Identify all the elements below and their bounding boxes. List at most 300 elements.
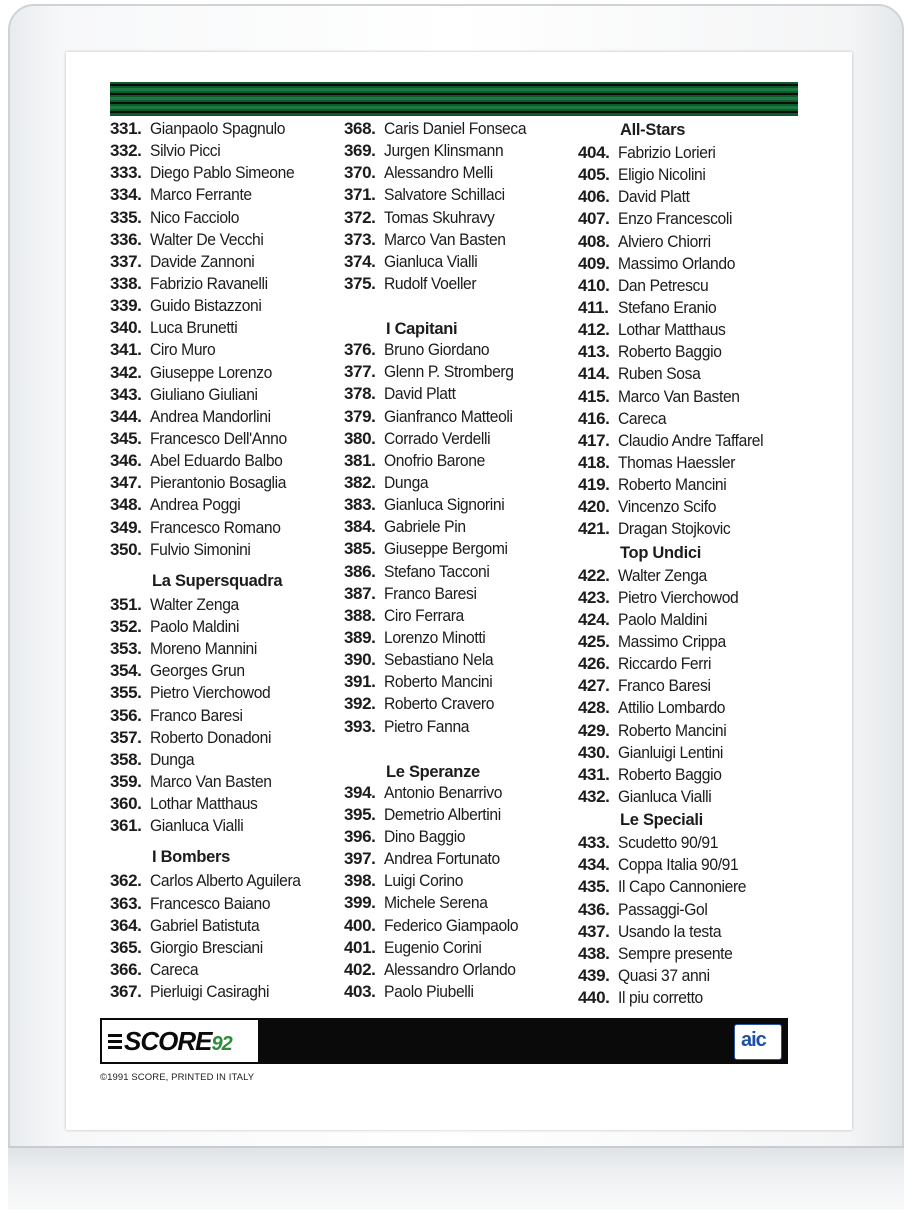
card-number: 368. (344, 119, 376, 138)
checklist-row (578, 496, 810, 518)
player-name: Roberto Donadoni (150, 727, 272, 747)
card-number: 350. (110, 539, 142, 559)
player-name: Roberto Baggio (618, 764, 722, 784)
checklist-row (110, 251, 342, 273)
player-name: Alessandro Melli (384, 163, 493, 183)
card-number: 428. (578, 698, 610, 718)
player-name: Alessandro Orlando (384, 959, 516, 979)
checklist-row (344, 693, 576, 715)
player-name: Fulvio Simonini (150, 539, 251, 559)
card-number: 376. (344, 340, 376, 360)
player-name: Fabrizio Ravanelli (150, 273, 268, 293)
checklist-row (110, 362, 342, 384)
checklist-row (110, 428, 342, 450)
player-name: Franco Baresi (384, 583, 477, 603)
player-name: Salvatore Schillaci (384, 185, 505, 205)
checklist-row (578, 474, 810, 496)
card-number: 403. (344, 981, 376, 1001)
card-number: 365. (110, 937, 142, 957)
player-name: Sebastiano Nela (384, 650, 494, 670)
player-name: Silvio Picci (150, 141, 221, 161)
player-name: Giuseppe Bergomi (384, 539, 508, 559)
player-name: Ciro Ferrara (384, 605, 464, 625)
card-number: 429. (578, 720, 610, 740)
card-number: 351. (110, 594, 142, 614)
card-number: 334. (110, 185, 142, 205)
card-number: 342. (110, 362, 142, 382)
card-number: 377. (344, 362, 376, 382)
checklist-row (110, 870, 342, 892)
checklist-row (344, 229, 576, 251)
checklist-row (110, 705, 342, 727)
card-number: 386. (344, 561, 376, 581)
checklist-row (110, 339, 342, 361)
player-name: Sempre presente (618, 943, 733, 963)
section-heading: La Supersquadra (152, 571, 283, 590)
card-number: 400. (344, 915, 376, 935)
checklist-row (578, 518, 810, 540)
checklist-row (578, 854, 810, 876)
card-number: 418. (578, 452, 610, 472)
checklist-row (344, 583, 576, 605)
card-number: 394. (344, 782, 376, 802)
player-name: Rudolf Voeller (384, 273, 477, 293)
player-name: Andrea Poggi (150, 495, 241, 515)
checklist-row (344, 848, 576, 870)
checklist-row (578, 297, 810, 319)
player-name: Gianfranco Matteoli (384, 406, 513, 426)
aic-badge (734, 1024, 782, 1060)
card-number: 420. (578, 497, 610, 517)
player-name: Federico Giampaolo (384, 915, 519, 935)
checklist-row (110, 406, 342, 428)
card-number: 431. (578, 764, 610, 784)
player-name: Il Capo Cannoniere (618, 877, 747, 897)
player-name: Antonio Benarrivo (384, 782, 503, 802)
player-name: Gianluca Signorini (384, 495, 505, 515)
player-name: Walter Zenga (150, 594, 239, 614)
checklist-row (578, 786, 810, 808)
card-number: 348. (110, 495, 142, 515)
checklist-row (110, 162, 342, 184)
card-number: 347. (110, 473, 142, 493)
checklist-row (110, 494, 342, 516)
checklist-row (110, 118, 342, 140)
player-name: Marco Van Basten (150, 771, 272, 791)
player-name: Walter De Vecchi (150, 229, 264, 249)
player-name: Francesco Dell'Anno (150, 428, 287, 448)
card-number: 336. (110, 229, 142, 249)
card-number: 439. (578, 965, 610, 985)
checklist-row (578, 697, 810, 719)
player-name: Davide Zannoni (150, 251, 255, 271)
player-name: Andrea Fortunato (384, 849, 500, 869)
card-number: 437. (578, 921, 610, 941)
player-name: Bruno Giordano (384, 340, 490, 360)
checklist-row (344, 494, 576, 516)
card-number: 391. (344, 672, 376, 692)
checklist-row (578, 565, 810, 587)
card-number: 427. (578, 676, 610, 696)
card-number: 369. (344, 141, 376, 161)
checklist-row (344, 826, 576, 848)
player-name: Alviero Chiorri (618, 231, 711, 251)
card-number: 404. (578, 143, 610, 162)
card-number: 436. (578, 899, 610, 919)
player-name: Caris Daniel Fonseca (384, 119, 527, 138)
checklist-row (344, 383, 576, 405)
player-name: Lorenzo Minotti (384, 627, 486, 647)
player-name: Pierluigi Casiraghi (150, 982, 270, 1002)
card-number: 379. (344, 406, 376, 426)
checklist-row (578, 764, 810, 786)
card-number: 352. (110, 616, 142, 636)
player-name: Paolo Maldini (150, 616, 240, 636)
checklist-row (344, 406, 576, 428)
checklist-row (110, 517, 342, 539)
card-number: 370. (344, 163, 376, 183)
player-name: Gianluca Vialli (384, 251, 478, 271)
card-number: 412. (578, 320, 610, 340)
toploader-bottom (8, 1146, 904, 1210)
card-number: 360. (110, 794, 142, 814)
player-name: Enzo Francescoli (618, 209, 733, 229)
checklist-column-3 (578, 118, 810, 1009)
card-number: 410. (578, 275, 610, 295)
card-number: 415. (578, 386, 610, 406)
player-name: Pierantonio Bosaglia (150, 473, 287, 493)
player-name: Eugenio Corini (384, 937, 482, 957)
checklist-row (110, 317, 342, 339)
checklist-row (110, 140, 342, 162)
card-number: 409. (578, 253, 610, 273)
checklist-row (110, 616, 342, 638)
player-name: David Platt (618, 187, 690, 207)
player-name: Il piu corretto (618, 988, 703, 1008)
card-number: 378. (344, 384, 376, 404)
checklist-row (578, 142, 810, 164)
card-number: 392. (344, 694, 376, 714)
card-number: 398. (344, 871, 376, 891)
player-name: Carlos Alberto Aguilera (150, 871, 301, 891)
player-name: Francesco Baiano (150, 893, 271, 913)
player-name: Diego Pablo Simeone (150, 163, 295, 183)
card-number: 411. (578, 297, 609, 317)
player-name: Claudio Andre Taffarel (618, 430, 764, 450)
player-name: Gabriele Pin (384, 517, 466, 537)
checklist-row (578, 742, 810, 764)
card-number: 416. (578, 408, 610, 428)
card-number: 364. (110, 915, 142, 935)
player-name: Careca (618, 408, 667, 428)
player-name: Giuseppe Lorenzo (150, 362, 272, 382)
card-number: 433. (578, 833, 610, 853)
checklist-row (110, 915, 342, 937)
card-number: 430. (578, 742, 610, 762)
checklist-card (66, 52, 852, 1130)
player-name: Giorgio Bresciani (150, 937, 263, 957)
checklist-row (344, 870, 576, 892)
checklist-row (344, 361, 576, 383)
checklist-row (578, 631, 810, 653)
card-number: 337. (110, 251, 142, 271)
header-stripes (110, 82, 798, 116)
card-number: 371. (344, 185, 376, 205)
player-name: Lothar Matthaus (618, 320, 726, 340)
checklist-row (110, 273, 342, 295)
checklist-row (578, 587, 810, 609)
checklist-row (578, 275, 810, 297)
player-name: Passaggi-Gol (618, 899, 708, 919)
card-number: 375. (344, 273, 376, 293)
checklist-row (578, 319, 810, 341)
card-number: 396. (344, 826, 376, 846)
checklist-row (344, 561, 576, 583)
player-name: Roberto Mancini (384, 672, 493, 692)
player-name: Onofrio Barone (384, 450, 485, 470)
checklist-row (110, 937, 342, 959)
player-name: Guido Bistazzoni (150, 296, 262, 316)
card-number: 406. (578, 187, 610, 207)
card-number: 408. (578, 231, 610, 251)
checklist-row (578, 363, 810, 385)
player-name: Francesco Romano (150, 517, 281, 537)
checklist-row (344, 207, 576, 229)
checklist-column-1 (110, 118, 342, 1003)
player-name: Franco Baresi (150, 705, 243, 725)
checklist-row (110, 981, 342, 1003)
player-name: Riccardo Ferri (618, 654, 712, 674)
checklist-row (110, 450, 342, 472)
checklist-row (578, 253, 810, 275)
card-number: 387. (344, 583, 376, 603)
checklist-row (344, 184, 576, 206)
player-name: Dunga (384, 472, 429, 492)
card-number: 424. (578, 609, 610, 629)
player-name: Attilio Lombardo (618, 698, 726, 718)
checklist-row (344, 937, 576, 959)
player-name: Massimo Crippa (618, 631, 726, 651)
player-name: Michele Serena (384, 893, 488, 913)
checklist-row (578, 386, 810, 408)
checklist-row (578, 899, 810, 921)
card-number: 363. (110, 893, 142, 913)
player-name: Abel Eduardo Balbo (150, 451, 283, 471)
player-name: Georges Grun (150, 661, 245, 681)
player-name: Demetrio Albertini (384, 804, 501, 824)
player-name: Thomas Haessler (618, 452, 736, 472)
checklist-row (578, 208, 810, 230)
checklist-row (110, 539, 342, 561)
player-name: Marco Van Basten (384, 229, 506, 249)
checklist-row (344, 339, 576, 361)
card-number: 397. (344, 849, 376, 869)
player-name: Vincenzo Scifo (618, 497, 717, 517)
card-number: 362. (110, 871, 142, 891)
checklist-row (578, 609, 810, 631)
card-number: 390. (344, 650, 376, 670)
checklist-row (344, 450, 576, 472)
checklist-row (110, 207, 342, 229)
player-name: Stefano Tacconi (384, 561, 490, 581)
card-number: 345. (110, 428, 142, 448)
card-number: 372. (344, 207, 376, 227)
player-name: Marco Ferrante (150, 185, 252, 205)
checklist-row (110, 749, 342, 771)
player-name: Jurgen Klinsmann (384, 141, 504, 161)
checklist-row (578, 720, 810, 742)
player-name: Giuliano Giuliani (150, 384, 258, 404)
card-number: 366. (110, 959, 142, 979)
section-heading: I Bombers (152, 848, 230, 867)
player-name: Tomas Skuhravy (384, 207, 495, 227)
checklist-row (344, 649, 576, 671)
card-number: 426. (578, 654, 610, 674)
checklist-row (578, 430, 810, 452)
card-number: 401. (344, 937, 376, 957)
checklist-row (110, 959, 342, 981)
card-number: 332. (110, 141, 142, 161)
section-heading: Le Speranze (386, 762, 480, 781)
checklist-row (578, 987, 810, 1009)
section-heading: All-Stars (620, 121, 686, 139)
card-number: 356. (110, 705, 142, 725)
player-name: Marco Van Basten (618, 386, 740, 406)
checklist-row (578, 186, 810, 208)
player-name: Gianpaolo Spagnulo (150, 119, 286, 138)
player-name: Gianluca Vialli (150, 816, 244, 836)
player-name: Gabriel Batistuta (150, 915, 260, 935)
checklist-row (344, 273, 576, 295)
section-heading: I Capitani (386, 320, 458, 339)
player-name: Stefano Eranio (618, 297, 717, 317)
checklist-row (344, 892, 576, 914)
checklist-row (344, 140, 576, 162)
section-heading: Le Speciali (620, 811, 703, 830)
checklist-row (110, 229, 342, 251)
checklist-row (344, 472, 576, 494)
card-number: 341. (110, 340, 142, 360)
card-number: 395. (344, 804, 376, 824)
score-logo (100, 1018, 260, 1064)
checklist-row (578, 408, 810, 430)
checklist-row (578, 943, 810, 965)
copyright-text: ©1991 SCORE, PRINTED IN ITALY (100, 1072, 255, 1083)
card-number: 380. (344, 428, 376, 448)
card-number: 354. (110, 661, 142, 681)
card-number: 423. (578, 587, 610, 607)
card-number: 440. (578, 988, 610, 1008)
player-name: Quasi 37 anni (618, 965, 710, 985)
player-name: Glenn P. Stromberg (384, 362, 514, 382)
checklist-row (110, 594, 342, 616)
player-name: Roberto Baggio (618, 342, 722, 362)
player-name: Dunga (150, 749, 195, 769)
player-name: Eligio Nicolini (618, 165, 706, 185)
checklist-row (110, 727, 342, 749)
card-number: 405. (578, 165, 610, 185)
checklist-row (578, 832, 810, 854)
logo-speed-lines (108, 1034, 122, 1052)
checklist-row (578, 876, 810, 898)
player-name: Luca Brunetti (150, 318, 238, 338)
card-number: 383. (344, 495, 376, 515)
checklist-row (110, 638, 342, 660)
checklist-row (344, 981, 576, 1003)
card-number: 353. (110, 639, 142, 659)
card-number: 402. (344, 959, 376, 979)
checklist-row (110, 184, 342, 206)
checklist-row (110, 771, 342, 793)
player-name: Roberto Cravero (384, 694, 495, 714)
checklist-row (110, 815, 342, 837)
checklist-row (578, 921, 810, 943)
card-number: 355. (110, 683, 142, 703)
checklist-row (578, 653, 810, 675)
section-heading: Top Undici (620, 543, 702, 562)
player-name: Pietro Fanna (384, 716, 470, 736)
card-number: 385. (344, 539, 376, 559)
player-name: Roberto Mancini (618, 720, 727, 740)
player-name: David Platt (384, 384, 456, 404)
card-number: 333. (110, 163, 142, 183)
checklist-row (344, 428, 576, 450)
aic-text: aic (741, 1029, 766, 1051)
player-name: Dino Baggio (384, 826, 466, 846)
checklist-row (344, 959, 576, 981)
card-number: 357. (110, 727, 142, 747)
card-number: 331. (110, 119, 142, 138)
player-name: Dan Petrescu (618, 275, 709, 295)
player-name: Paolo Piubelli (384, 981, 474, 1001)
card-number: 388. (344, 605, 376, 625)
card-number: 343. (110, 384, 142, 404)
player-name: Luigi Corino (384, 871, 464, 891)
checklist-row (344, 118, 576, 140)
checklist-row (344, 671, 576, 693)
player-name: Fabrizio Lorieri (618, 143, 716, 162)
card-number: 413. (578, 342, 610, 362)
checklist-row (110, 295, 342, 317)
player-name: Roberto Mancini (618, 475, 727, 495)
player-name: Paolo Maldini (618, 609, 708, 629)
player-name: Franco Baresi (618, 676, 711, 696)
card-number: 361. (110, 816, 142, 836)
checklist-column-2 (344, 118, 576, 1003)
card-number: 382. (344, 472, 376, 492)
card-number: 421. (578, 519, 610, 539)
player-name: Lothar Matthaus (150, 794, 258, 814)
checklist-row (344, 627, 576, 649)
logo-wordmark: SCORE (124, 1026, 212, 1056)
player-name: Usando la testa (618, 921, 722, 941)
checklist-row (578, 452, 810, 474)
card-number: 399. (344, 893, 376, 913)
card-number: 344. (110, 406, 142, 426)
card-number: 339. (110, 296, 142, 316)
checklist-row (110, 384, 342, 406)
player-name: Pietro Vierchowod (150, 683, 271, 703)
checklist-row (578, 965, 810, 987)
card-number: 414. (578, 364, 610, 384)
footer-bar (100, 1018, 788, 1064)
checklist-row (344, 538, 576, 560)
player-name: Ruben Sosa (618, 364, 701, 384)
card-number: 438. (578, 943, 610, 963)
checklist-row (110, 893, 342, 915)
player-name: Nico Facciolo (150, 207, 240, 227)
player-name: Corrado Verdelli (384, 428, 491, 448)
